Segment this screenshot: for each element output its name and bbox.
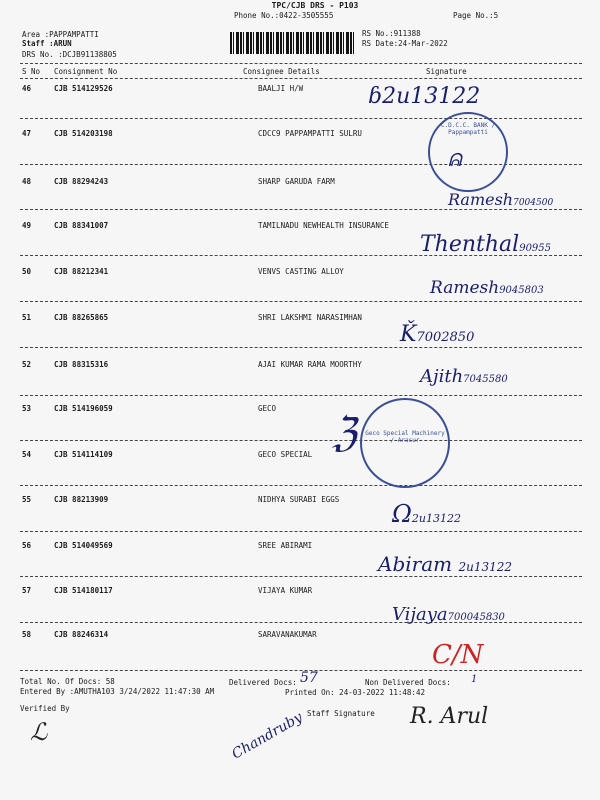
signature-row-50: Ramesh9045803: [430, 278, 544, 298]
table-row: [0, 586, 600, 598]
row-sno: 57: [22, 586, 32, 595]
row-sno: 50: [22, 267, 32, 276]
table-row: [0, 129, 600, 141]
signature-row-47: ᕱ: [448, 150, 462, 171]
row-consignment: CJB 88213909: [54, 495, 109, 504]
col-sno: S No: [22, 67, 41, 76]
divider: [20, 576, 582, 577]
table-row: [0, 360, 600, 372]
verifier-signature: ℒ: [30, 718, 48, 746]
row-consignment: CJB 88246314: [54, 630, 109, 639]
row-sno: 46: [22, 84, 32, 93]
divider: [20, 440, 582, 441]
row-consignee: SARAVANAKUMAR: [258, 630, 317, 639]
row-consignment: CJB 88212341: [54, 267, 109, 276]
barcode: [230, 32, 355, 54]
row-consignee: NIDHYA SURABI EGGS: [258, 495, 340, 504]
divider: [20, 531, 582, 532]
delivered-docs: Delivered Docs:: [229, 678, 297, 687]
row-consignee: VIJAYA KUMAR: [258, 586, 313, 595]
row-consignee: SREE ABIRAMI: [258, 541, 313, 550]
row-consignment: CJB 88294243: [54, 177, 109, 186]
row-consignment: CJB 514129526: [54, 84, 113, 93]
divider: [20, 209, 582, 210]
area-label: Area :PAPPAMPATTI: [22, 30, 99, 39]
table-row: [0, 313, 600, 325]
page-number: Page No.:5: [453, 11, 499, 20]
signature-row-48: Ramesh7004500: [448, 190, 554, 209]
non-delivered-docs: Non Delivered Docs:: [365, 678, 451, 687]
divider: [20, 347, 582, 348]
divider: [20, 301, 582, 302]
row-sno: 53: [22, 404, 32, 413]
delivered-docs-handwritten: 57: [300, 670, 318, 686]
row-sno: 54: [22, 450, 32, 459]
row-consignee: VENVS CASTING ALLOY: [258, 267, 344, 276]
row-sno: 51: [22, 313, 32, 322]
table-row: [0, 630, 600, 642]
signature-row-57: Vijaya700045830: [392, 604, 505, 625]
divider: [20, 485, 582, 486]
staff-label: Staff :ARUN: [22, 39, 72, 48]
signature-row-49: Thenthal90955: [420, 232, 552, 257]
printed-on: Printed On: 24-03-2022 11:48:42: [285, 688, 425, 697]
entered-by: Entered By :AMUTHA103 3/24/2022 11:47:30 AM: [20, 687, 215, 696]
total-docs: Total No. Of Docs: 58: [20, 677, 115, 686]
row-sno: 58: [22, 630, 32, 639]
row-consignment: CJB 514180117: [54, 586, 113, 595]
row-consignment: CJB 88341007: [54, 221, 109, 230]
row-sno: 49: [22, 221, 32, 230]
signature-row-56: Abiram 2u13122: [378, 552, 512, 576]
divider: [20, 395, 582, 396]
divider: [20, 118, 582, 119]
col-consignment: Consignment No: [54, 67, 118, 76]
staff-signature-label: Staff Signature: [307, 709, 375, 718]
row-consignment: CJB 514049569: [54, 541, 113, 550]
divider: [20, 63, 582, 64]
non-delivered-handwritten: 1: [471, 674, 478, 685]
phone-number: Phone No.:0422-3505555: [234, 11, 334, 20]
staff-handwritten-signature: R. Arul: [410, 704, 489, 729]
cdcc-bank-stamp: C.D.C.C. BANK / Pappampatti: [428, 112, 508, 192]
row-sno: 56: [22, 541, 32, 550]
verified-by-label: Verified By: [20, 704, 70, 713]
row-consignee: GECO SPECIAL: [258, 450, 313, 459]
geco-special-stamp: Geco Special Machinery / Arasur: [360, 398, 450, 488]
rs-number: RS No.:911388: [362, 29, 421, 38]
drs-number: DRS No. :DCJB91138805: [22, 50, 117, 59]
row-consignment: CJB 514196059: [54, 404, 113, 413]
signature-row-55: Ω2u13122: [392, 500, 461, 528]
table-row: [0, 177, 600, 189]
document-title: TPC/CJB DRS - P103: [271, 1, 359, 10]
row-consignee: SHARP GARUDA FARM: [258, 177, 335, 186]
table-row: [0, 404, 600, 416]
row-consignee: SHRI LAKSHMI NARASIMHAN: [258, 313, 362, 322]
row-sno: 48: [22, 177, 32, 186]
col-signature: Signature: [426, 67, 467, 76]
row-consignee: AJAI KUMAR RAMA MOORTHY: [258, 360, 362, 369]
signature-row-52: Ajith7045580: [420, 366, 508, 387]
row-sno: 52: [22, 360, 32, 369]
divider: [20, 78, 582, 79]
row-consignment: CJB 514203198: [54, 129, 113, 138]
cn-note: C/N: [432, 640, 484, 670]
row-consignee: CDCC9 PAPPAMPATTI SULRU: [258, 129, 362, 138]
signature-row-46: ɓ2u13122: [368, 84, 481, 109]
row-consignment: CJB 514114109: [54, 450, 113, 459]
signature-row-51: Ǩ7002850: [400, 322, 475, 347]
table-row: [0, 84, 600, 96]
handover-signature: Chandruby: [229, 709, 306, 763]
row-consignee: TAMILNADU NEWHEALTH INSURANCE: [258, 221, 389, 230]
col-consignee: Consignee Details: [243, 67, 320, 76]
row-sno: 47: [22, 129, 32, 138]
table-row: [0, 495, 600, 507]
row-consignment: CJB 88315316: [54, 360, 109, 369]
table-row: [0, 450, 600, 462]
row-consignee: BAALJI H/W: [258, 84, 304, 93]
rs-date: RS Date:24-Mar-2022: [362, 39, 448, 48]
row-consignee: GECO: [258, 404, 277, 413]
row-consignment: CJB 88265865: [54, 313, 109, 322]
signature-row-53-54: ℨ: [332, 410, 357, 456]
row-sno: 55: [22, 495, 32, 504]
